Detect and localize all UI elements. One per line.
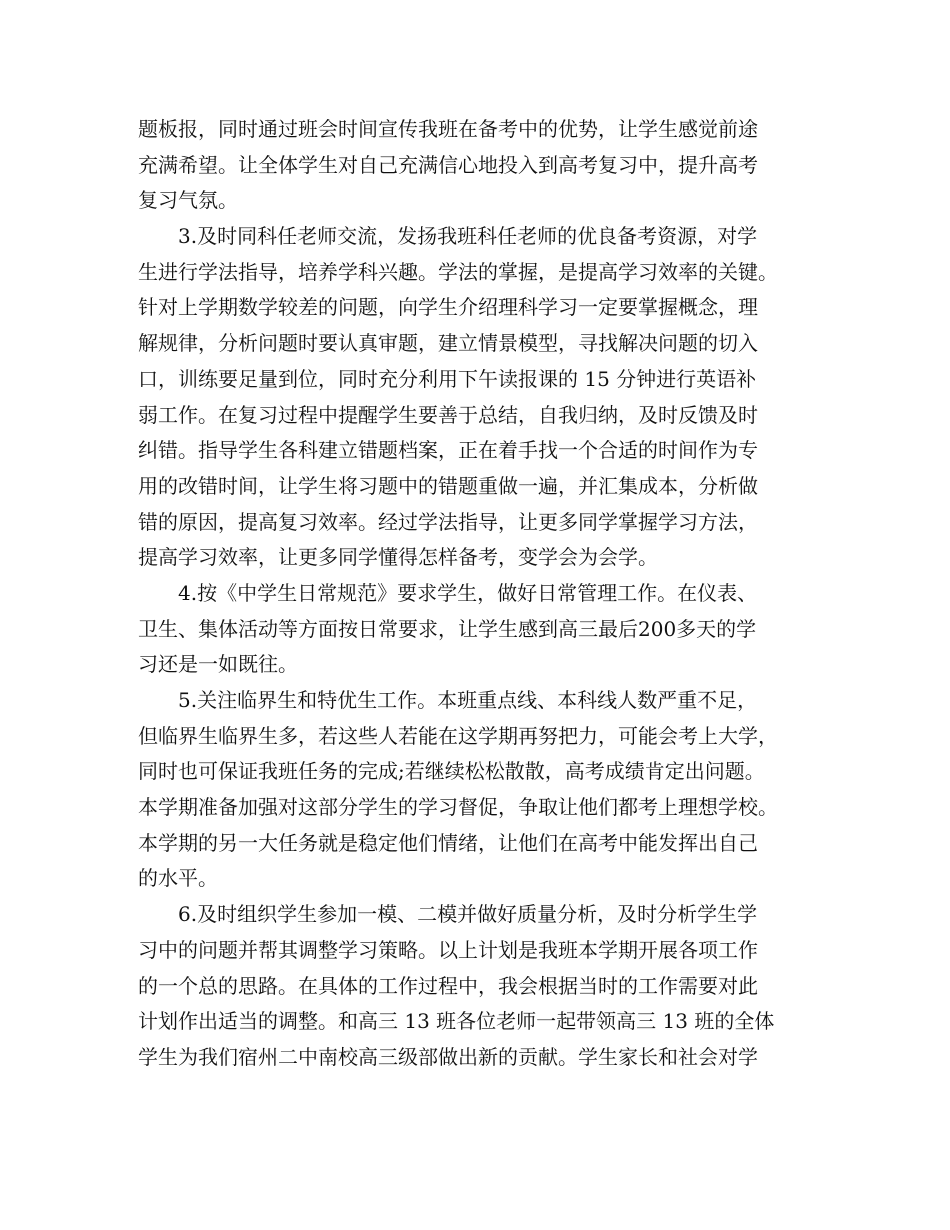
text-line: 的水平。 — [138, 866, 218, 891]
text-line: 针对上学期数学较差的问题，向学生介绍理科学习一定要掌握概念，理 — [138, 295, 758, 320]
text-line: 但临界生临界生多，若这些人若能在这学期再努把力，可能会考上大学， — [138, 723, 778, 748]
text-line: 习还是一如既往。 — [138, 652, 298, 677]
text-line: 错的原因，提高复习效率。经过学法指导，让更多同学掌握学习方法， — [138, 509, 758, 534]
text-line: 充满希望。让全体学生对自己充满信心地投入到高考复习中，提升高考 — [138, 152, 758, 177]
text-line: 题板报，同时通过班会时间宣传我班在备考中的优势，让学生感觉前途 — [138, 117, 758, 141]
text-line: 口，训练要足量到位，同时充分利用下午读报课的 15 分钟进行英语补 — [138, 366, 757, 391]
text-line: 提高学习效率，让更多同学懂得怎样备考，变学会为会学。 — [138, 545, 658, 570]
text-line: 4.按《中学生日常规范》要求学生，做好日常管理工作。在仪表、 — [178, 580, 758, 605]
text-line: 本学期准备加强对这部分学生的学习督促，争取让他们都考上理想学校。 — [138, 795, 778, 820]
text-line: 计划作出适当的调整。和高三 13 班各位老师一起带领高三 13 班的全体 — [138, 1009, 775, 1034]
text-line: 3.及时同科任老师交流，发扬我班科任老师的优良备考资源，对学 — [178, 224, 758, 249]
text-line: 纠错。指导学生各科建立错题档案，正在着手找一个合适的时间作为专 — [138, 438, 758, 463]
document-body — [138, 112, 818, 1076]
text-line: 学生为我们宿州二中南校高三级部做出新的贡献。学生家长和社会对学 — [138, 1044, 758, 1069]
text-line: 本学期的另一大任务就是稳定他们情绪，让他们在高考中能发挥出自己 — [138, 830, 758, 855]
text-line: 5.关注临界生和特优生工作。本班重点线、本科线人数严重不足， — [178, 688, 758, 712]
text-line: 习中的问题并帮其调整学习策略。以上计划是我班本学期开展各项工作 — [138, 937, 758, 962]
text-line: 生进行学法指导，培养学科兴趣。学法的掌握，是提高学习效率的关键。 — [138, 259, 778, 284]
text-line: 复习气氛。 — [138, 188, 238, 213]
text-line: 用的改错时间，让学生将习题中的错题重做一遍，并汇集成本，分析做 — [138, 473, 758, 498]
text-line: 卫生、集体活动等方面按日常要求，让学生感到高三最后200多天的学 — [138, 616, 757, 641]
text-line: 6.及时组织学生参加一模、二模并做好质量分析，及时分析学生学 — [178, 902, 758, 927]
text-line: 弱工作。在复习过程中提醒学生要善于总结，自我归纳，及时反馈及时 — [138, 402, 758, 427]
text-line: 同时也可保证我班任务的完成;若继续松松散散，高考成绩肯定出问题。 — [138, 759, 765, 784]
text-line: 的一个总的思路。在具体的工作过程中，我会根据当时的工作需要对此 — [138, 973, 758, 998]
text-line: 解规律，分析问题时要认真审题，建立情景模型，寻找解决问题的切入 — [138, 331, 758, 356]
